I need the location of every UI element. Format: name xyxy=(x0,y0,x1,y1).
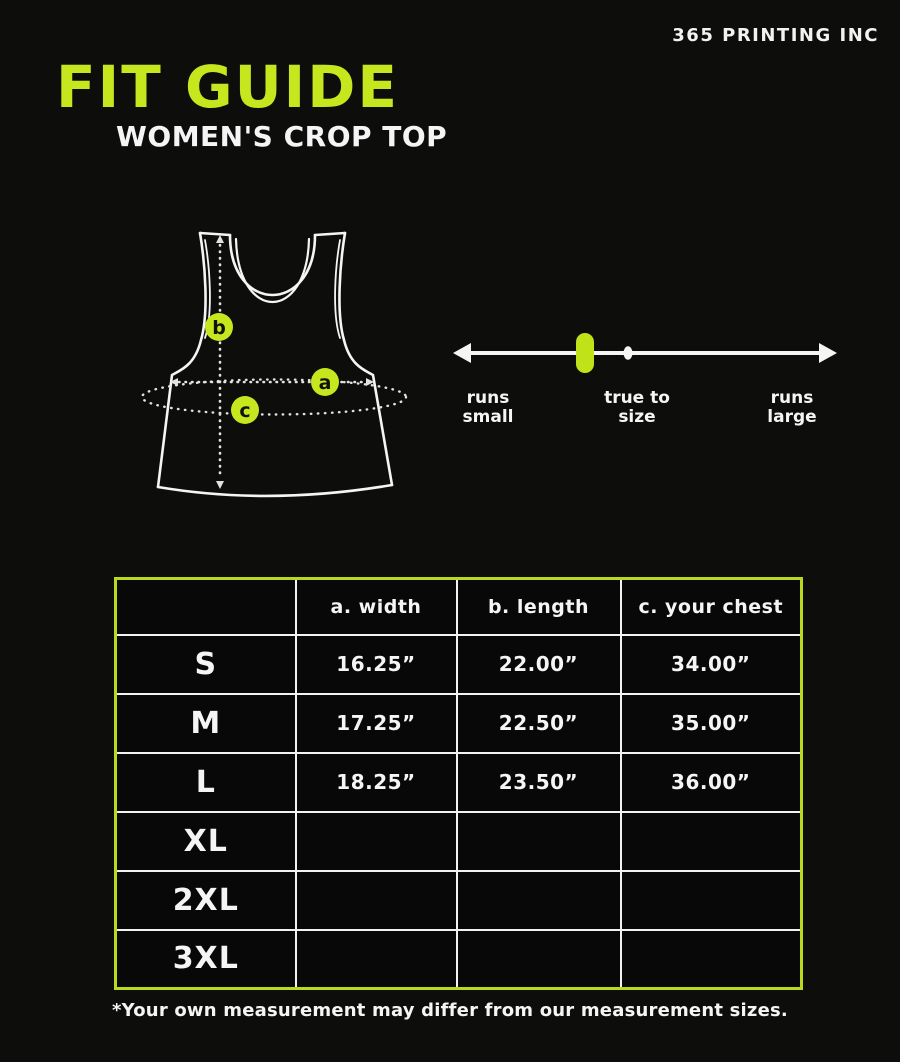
size-label: 3XL xyxy=(116,930,296,989)
marker-c xyxy=(231,396,259,424)
length-value: 23.50” xyxy=(457,753,621,812)
col-header-length: b. length xyxy=(457,579,621,635)
scale-label-runs-small: runs small xyxy=(462,388,514,427)
table-row-3xl xyxy=(116,930,802,989)
width-value: 17.25” xyxy=(296,694,457,753)
measurement-disclaimer: *Your own measurement may differ from our measurement sizes. xyxy=(112,1000,788,1021)
length-value xyxy=(457,930,621,989)
chest-value: 34.00” xyxy=(621,635,802,694)
length-measure-line xyxy=(216,235,224,489)
size-label: L xyxy=(116,753,296,812)
arrow-right-icon xyxy=(819,343,837,363)
size-table-header-row xyxy=(116,579,802,635)
length-value xyxy=(457,812,621,871)
col-header-width: a. width xyxy=(296,579,457,635)
width-value: 16.25” xyxy=(296,635,457,694)
table-row-l xyxy=(116,753,802,812)
size-label: XL xyxy=(116,812,296,871)
length-value: 22.50” xyxy=(457,694,621,753)
chest-value xyxy=(621,812,802,871)
brand-name: 365 PRINTING INC xyxy=(672,25,879,46)
width-value xyxy=(296,930,457,989)
arrow-left-icon xyxy=(453,343,471,363)
length-value: 22.00” xyxy=(457,635,621,694)
fit-indicator-pill-icon xyxy=(576,333,594,373)
scale-label-runs-large: runs large xyxy=(767,388,817,427)
size-label: 2XL xyxy=(116,871,296,930)
length-value xyxy=(457,871,621,930)
marker-a xyxy=(311,368,339,396)
chest-measure-ellipse xyxy=(142,380,406,415)
size-label: M xyxy=(116,694,296,753)
chest-value xyxy=(621,871,802,930)
table-row-m xyxy=(116,694,802,753)
crop-top-outline xyxy=(158,233,392,496)
size-label: S xyxy=(116,635,296,694)
marker-b xyxy=(205,313,233,341)
arrow-up-icon xyxy=(216,235,224,243)
marker-b-letter: b xyxy=(212,317,226,339)
chest-value xyxy=(621,930,802,989)
col-header-chest: c. your chest xyxy=(621,579,802,635)
width-value xyxy=(296,871,457,930)
table-row-xl xyxy=(116,812,802,871)
center-tick-dot-icon xyxy=(624,346,633,360)
table-row-s xyxy=(116,635,802,694)
page-title: FIT GUIDE xyxy=(56,53,400,121)
size-table xyxy=(114,577,803,990)
crop-top-diagram xyxy=(135,218,425,500)
width-value: 18.25” xyxy=(296,753,457,812)
marker-c-letter: c xyxy=(239,400,251,422)
marker-a-letter: a xyxy=(318,372,332,394)
page-subtitle: WOMEN'S CROP TOP xyxy=(116,120,448,153)
arrow-down-icon xyxy=(216,481,224,489)
width-value xyxy=(296,812,457,871)
chest-value: 35.00” xyxy=(621,694,802,753)
corner-cell xyxy=(116,579,296,635)
scale-label-true-to-size: true to size xyxy=(604,388,670,427)
fit-scale-slider xyxy=(450,329,840,379)
table-row-2xl xyxy=(116,871,802,930)
chest-value: 36.00” xyxy=(621,753,802,812)
